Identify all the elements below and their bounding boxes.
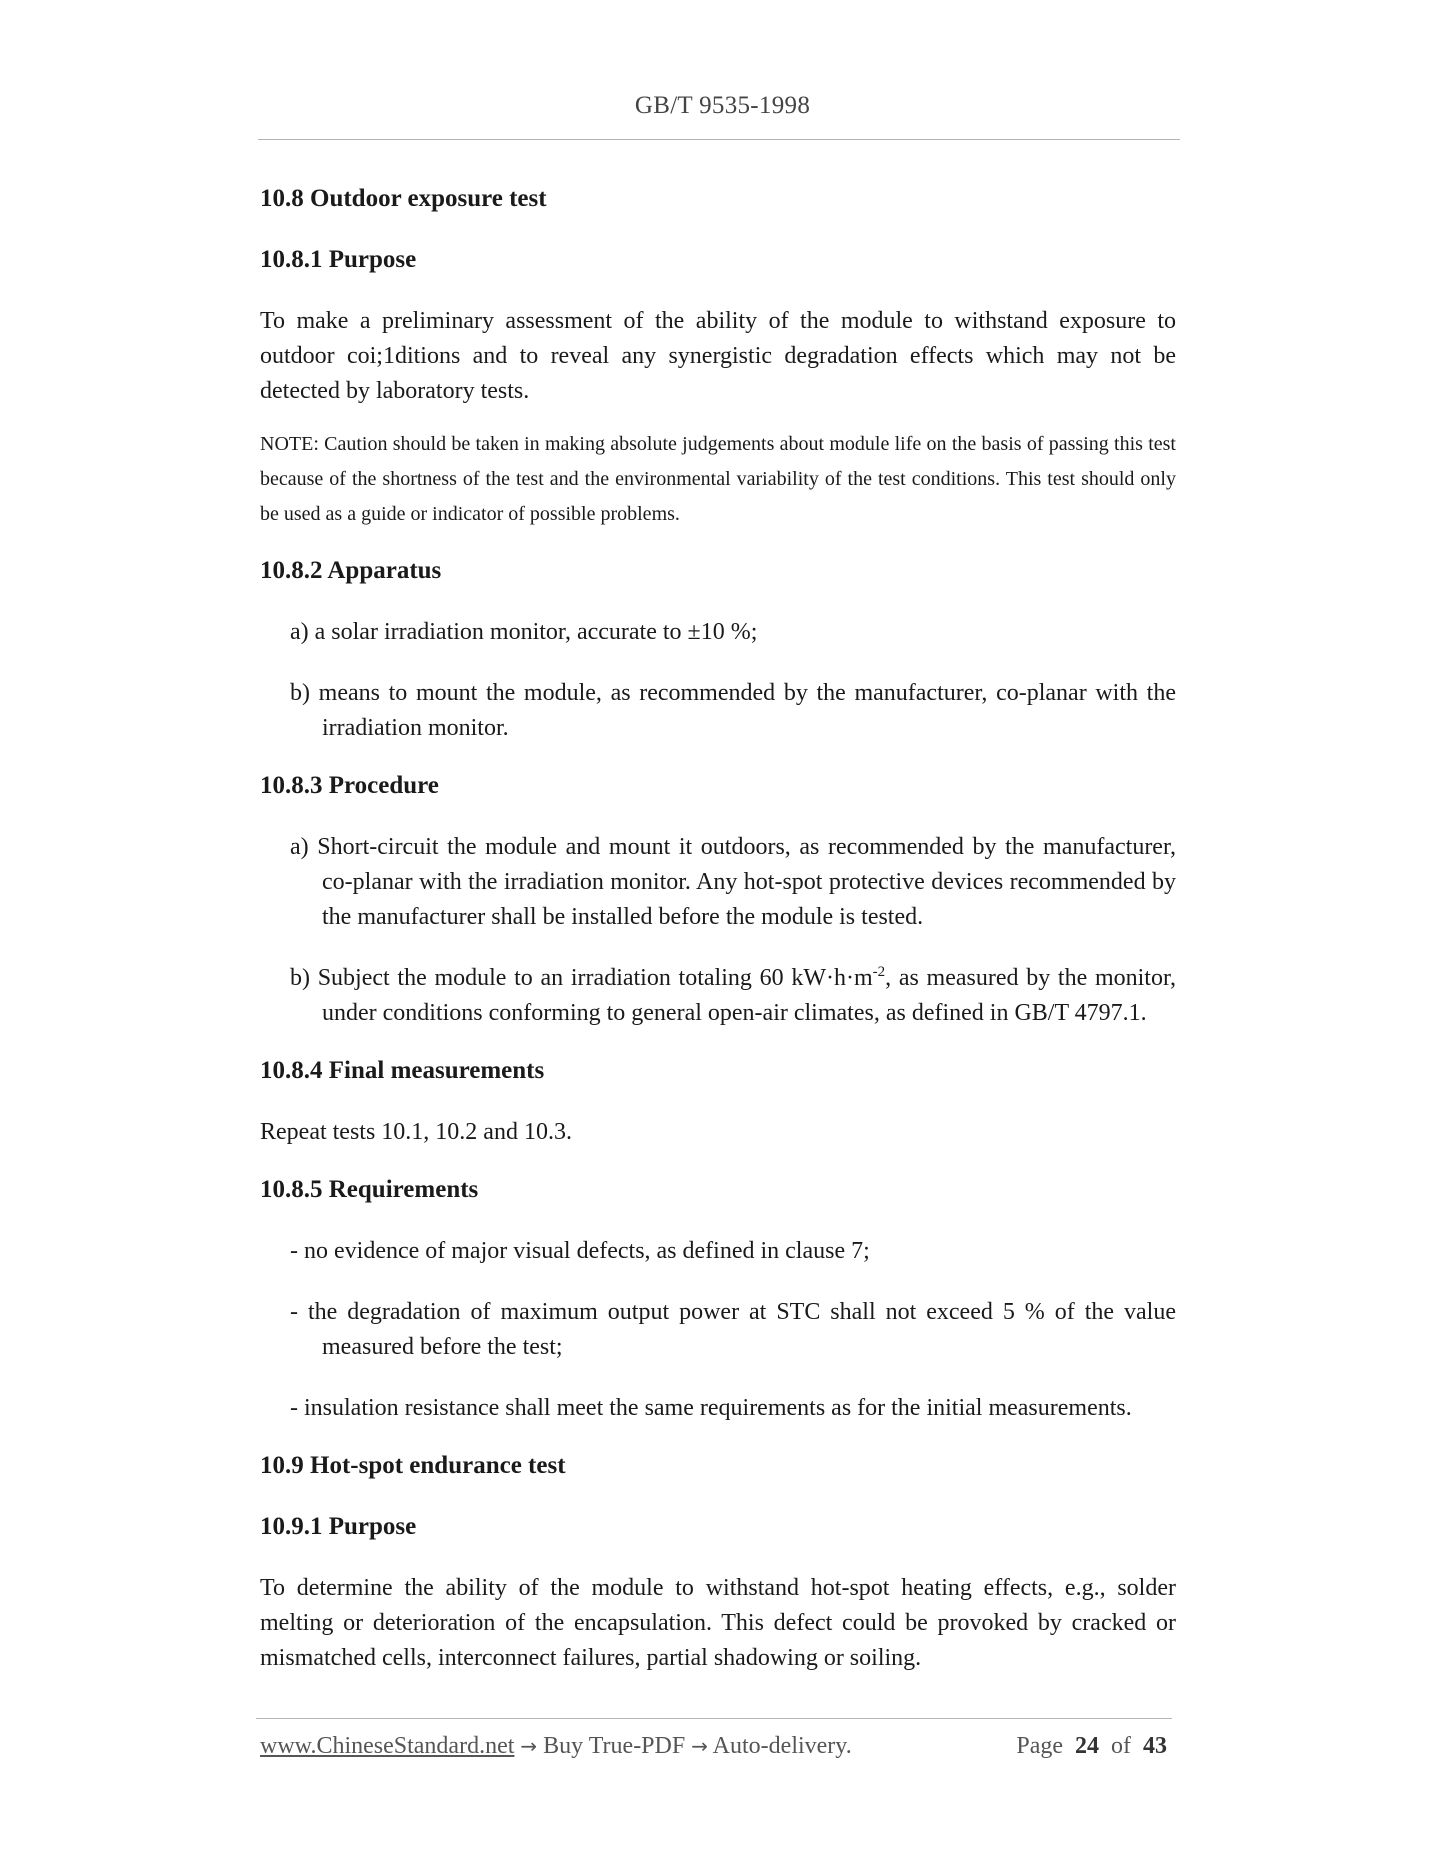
final-measurements-text: Repeat tests 10.1, 10.2 and 10.3.	[260, 1119, 572, 1145]
arrow-right-icon: →	[691, 1734, 708, 1758]
note-paragraph: NOTE: Caution should be taken in making absolute judgements about module life on the basis of passing this test because of the shortness of the test and the environmental variability of the test conditions. This test should only be used as a guide or indicator of possible problems.	[260, 433, 1176, 525]
page-label: Page	[1016, 1733, 1063, 1759]
footer-divider	[256, 1718, 1172, 1719]
page-total: 43	[1143, 1733, 1167, 1759]
section-heading-10-8: 10.8 Outdoor exposure test	[260, 185, 547, 212]
header-divider	[258, 139, 1180, 140]
page-current: 24	[1075, 1733, 1099, 1759]
procedure-item-a: a) Short-circuit the module and mount it outdoors, as recommended by the manufacturer, co-planar with the irradiation monitor. Any hot-spot protective devices recommended by the manufacturer shall be installed before the module is tested.	[290, 834, 1176, 930]
requirement-item-1: - no evidence of major visual defects, as defined in clause 7;	[290, 1238, 870, 1264]
apparatus-item-a: a) a solar irradiation monitor, accurate to ±10 %;	[290, 619, 758, 645]
procedure-item-b	[290, 961, 1176, 1031]
document-body	[260, 182, 1176, 1676]
buy-true-pdf-text: Buy True-PDF	[543, 1733, 686, 1759]
footer-promo	[260, 1733, 852, 1760]
purpose-paragraph: To make a preliminary assessment of the ability of the module to withstand exposure to outdoor coi;1ditions and to reveal any synergistic degradation effects which may not be detected by laboratory tests.	[260, 308, 1176, 404]
arrow-right-icon: →	[520, 1734, 538, 1758]
auto-delivery-text: Auto-delivery.	[712, 1733, 852, 1759]
section-heading-10-9-1: 10.9.1 Purpose	[260, 1513, 417, 1540]
website-link[interactable]: www.ChineseStandard.net	[260, 1733, 515, 1759]
procedure-item-b-tail: , as measured by the monitor, under conditions conforming to general open-air climates, as defined in GB/T 4797.1.	[322, 965, 1176, 1026]
page-indicator	[1016, 1733, 1167, 1760]
section-heading-10-9: 10.9 Hot-spot endurance test	[260, 1452, 566, 1479]
apparatus-item-b: b) means to mount the module, as recommended by the manufacturer, co-planar with the irradiation monitor.	[290, 680, 1176, 741]
section-heading-10-8-1: 10.8.1 Purpose	[260, 246, 417, 273]
section-heading-10-8-5: 10.8.5 Requirements	[260, 1176, 479, 1203]
section-heading-10-8-3: 10.8.3 Procedure	[260, 772, 439, 799]
unit-exponent: -2	[872, 964, 886, 980]
section-heading-10-8-4: 10.8.4 Final measurements	[260, 1057, 545, 1084]
document-header-title: GB/T 9535-1998	[634, 92, 811, 119]
requirement-item-2: - the degradation of maximum output power at STC shall not exceed 5 % of the value measured before the test;	[290, 1299, 1176, 1360]
of-label: of	[1111, 1733, 1131, 1759]
requirement-item-3: - insulation resistance shall meet the same requirements as for the initial measurements.	[290, 1395, 1132, 1421]
section-heading-10-8-2: 10.8.2 Apparatus	[260, 557, 442, 584]
procedure-item-b-text: b) Subject the module to an irradiation totaling 60 kW·h·m	[290, 965, 873, 991]
hot-spot-purpose-paragraph: To determine the ability of the module to withstand hot-spot heating effects, e.g., solder melting or deterioration of the encapsulation. This defect could be provoked by cracked or mismatched cells, interconnect failures, partial shadowing or soiling.	[260, 1575, 1176, 1671]
